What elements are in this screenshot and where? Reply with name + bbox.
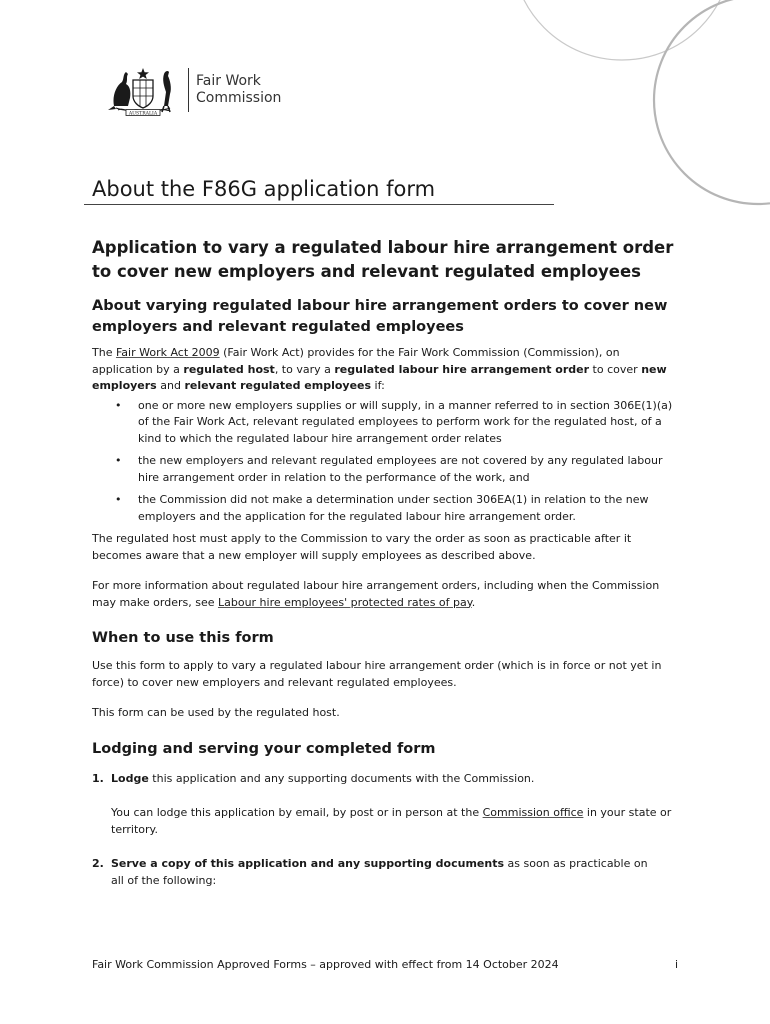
lodge-text-1: You can lodge this application by email, by post or in person at the [111,806,483,819]
intro-text-3: , to vary a [274,362,335,376]
intro-text-4: to cover [589,362,642,376]
more-info-paragraph [92,578,682,611]
document-title: About the F86G application form [92,177,436,201]
conditions-list [92,398,682,526]
bullet-icon: • [115,493,122,506]
step-text [111,771,682,788]
list-item [92,398,682,448]
regulated-host-term: regulated host [183,362,275,376]
step-text [111,856,682,873]
step-bold-text: Serve a copy of this application and any supporting documents [111,857,505,870]
relevant-employees-term: relevant regulated employees [184,379,372,392]
step-bold-text: Lodge [111,771,149,785]
step-body-text: this application and any supporting documents with the Commission. [148,771,535,785]
intro-text-2: (Fair Work Act) provides for the Fair Work Commission (Commission), on application by a [92,346,620,376]
list-item [92,492,682,525]
when-paragraph-2: This form can be used by the regulated host. [92,706,340,719]
logo-divider [188,68,189,112]
logo-line-1: Fair Work [196,73,261,89]
list-item-text: the new employers and relevant regulated employees are not covered by any regulated labour hire arrangement order in relation to the performance of the work, and [138,454,663,484]
bullet-icon: • [115,398,122,412]
intro-text-1: The [92,346,116,359]
intro-text-5: and [156,379,185,392]
fair-work-act-link[interactable]: Fair Work Act 2009 [115,346,220,359]
page-number: i [674,958,678,971]
lodging-steps-list [92,771,682,890]
fair-work-commission-logo [106,62,296,118]
about-section-heading: About varying regulated labour hire arrangement orders to cover new employers and relevant regulated employees [92,298,668,335]
logo-wordmark [196,73,281,107]
document-body [92,236,682,889]
lodging-section-heading: Lodging and serving your completed form [92,740,436,757]
step-text-line-2: all of the following: [111,873,217,887]
coat-of-arms-icon [106,62,180,118]
protected-rates-link[interactable]: Labour hire employees' protected rates of pay [217,595,472,609]
more-info-text-1: For more information about regulated labour hire arrangement orders, including when the Commission may make orders, see [92,579,660,609]
apply-timing-paragraph: The regulated host must apply to the Commission to vary the order as soon as practicable after it becomes aware that a new employer will supply employees as described above. [92,532,632,562]
step-subtext [111,805,682,838]
commission-office-link[interactable]: Commission office [482,806,584,819]
main-heading: Application to vary a regulated labour hire arrangement order to cover new employers and relevant regulated employees [92,238,674,281]
lodge-text-2: in your state or territory. [111,806,672,836]
list-item-text: one or more new employers supplies or will supply, in a manner referred to in section 306E(1)(a) of the Fair Work Act, relevant regulated employees to perform work for the regulated host, of a kind to which the regulated labour hire arrangement order relates [138,398,673,445]
footer-text: Fair Work Commission Approved Forms – approved with effect from 14 October 2024 [92,958,559,971]
about-intro-paragraph [92,345,682,395]
labour-hire-order-term: regulated labour hire arrangement order [334,362,590,376]
crest-caption: AUSTRALIA [128,111,158,117]
step-number: 1. [92,771,104,785]
title-rule [84,204,554,205]
list-item [92,453,682,486]
step-number: 2. [92,857,104,870]
list-item [92,771,682,839]
list-item [92,856,682,889]
bullet-icon: • [115,454,122,467]
step-body-text: as soon as practicable on [504,857,648,870]
list-item-text: the Commission did not make a determination under section 306EA(1) in relation to the new employers and the application for the regulated labour hire arrangement order. [138,493,649,523]
when-paragraph-1: Use this form to apply to vary a regulated labour hire arrangement order (which is in force or not yet in force) to cover new employers and relevant regulated employees. [92,659,662,689]
intro-text-6: if: [371,379,385,392]
logo-line-2: Commission [196,90,282,106]
when-section-heading: When to use this form [92,630,274,646]
more-info-text-2: . [471,595,476,609]
new-employers-term: new employers [92,362,667,392]
